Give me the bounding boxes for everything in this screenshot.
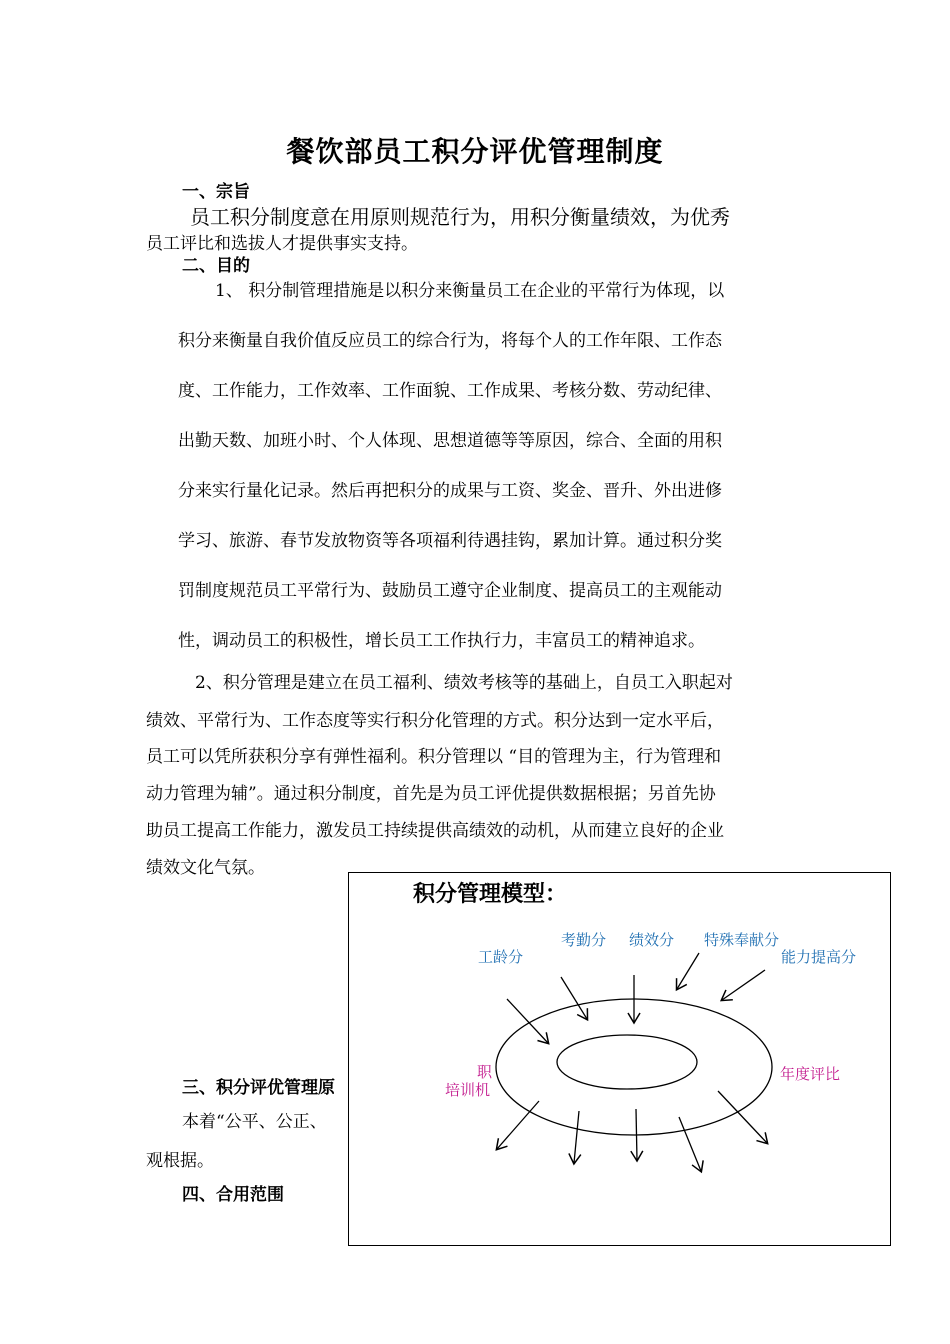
- goal-para2-line: 动力管理为辅”。通过积分制度，首先是为员工评优提供数据根据；另首先协: [146, 784, 716, 804]
- goal-para1-line: 积分来衡量自我价值反应员工的综合行为，将每个人的工作年限、工作态: [178, 331, 722, 351]
- label-performance-points: 绩效分: [629, 931, 675, 949]
- goal-para2-line: 员工可以凭所获积分享有弹性福利。积分管理以 “目的管理为主，行为管理和: [146, 747, 722, 767]
- label-annual-review: 年度评比: [780, 1065, 841, 1083]
- goal-para1-line: 性，调动员工的积极性，增长员工工作执行力，丰富员工的精神追求。: [178, 631, 705, 651]
- points-model-diagram: [348, 872, 891, 1246]
- goal-para1-line: 罚制度规范员工平常行为、鼓励员工遵守企业制度、提高员工的主观能动: [178, 581, 722, 601]
- arrow-in: [677, 953, 699, 989]
- arrow-in: [507, 999, 548, 1043]
- label-attendance-points: 考勤分: [561, 931, 607, 949]
- principles-text-line-2: 观根据。: [146, 1151, 214, 1171]
- arrow-out: [718, 1091, 767, 1143]
- goal-para2-line: 2、积分管理是建立在员工福利、绩效考核等的基础上，自员工入职起对: [195, 673, 733, 693]
- label-special-contribution-points: 特殊奉献分: [704, 931, 780, 949]
- goal-para1-line: 分来实行量化记录。然后再把积分的成果与工资、奖金、晋升、外出进修: [178, 481, 722, 501]
- label-training: 培训机: [445, 1081, 491, 1099]
- arrow-in: [561, 977, 587, 1019]
- goal-para1-line: 1、 积分制管理措施是以积分来衡量员工在企业的平常行为体现，以: [215, 281, 725, 301]
- arrow-out: [679, 1117, 701, 1171]
- arrow-in: [722, 970, 765, 1000]
- section-heading-principles: 三、积分评优管理原: [182, 1078, 335, 1098]
- goal-para2-line: 绩效文化气氛。: [146, 858, 265, 878]
- goal-para2-line: 绩效、平常行为、工作态度等实行积分化管理的方式。积分达到一定水平后，: [146, 711, 724, 731]
- purpose-text-line-1: 员工积分制度意在用原则规范行为，用积分衡量绩效，为优秀: [190, 205, 730, 229]
- label-position: 职: [477, 1063, 493, 1081]
- section-heading-purpose: 一、宗旨: [182, 182, 250, 202]
- document-title: 餐饮部员工积分评优管理制度: [286, 135, 664, 168]
- principles-text-line-1: 本着“公平、公正、: [182, 1112, 327, 1132]
- arrow-out: [497, 1101, 539, 1149]
- section-heading-goal: 二、目的: [182, 256, 250, 276]
- label-ability-improvement-points: 能力提高分: [781, 948, 857, 966]
- goal-para2-line: 助员工提高工作能力，激发员工持续提供高绩效的动机，从而建立良好的企业: [146, 821, 724, 841]
- purpose-text-line-2: 员工评比和选拔人才提供事实支持。: [146, 234, 418, 254]
- arrow-out: [574, 1111, 579, 1163]
- inner-ring-shape: [557, 1035, 697, 1089]
- model-title: 积分管理模型：: [413, 882, 568, 907]
- goal-para1-line: 学习、旅游、春节发放物资等各项福利待遇挂钩，累加计算。通过积分奖: [178, 531, 722, 551]
- arrow-out: [636, 1109, 637, 1160]
- goal-para1-line: 出勤天数、加班小时、个人体现、思想道德等等原因，综合、全面的用积: [178, 431, 722, 451]
- label-seniority-points: 工龄分: [478, 948, 524, 966]
- goal-para1-line: 度、工作能力，工作效率、工作面貌、工作成果、考核分数、劳动纪律、: [178, 381, 722, 401]
- section-heading-scope: 四、合用范围: [182, 1185, 284, 1205]
